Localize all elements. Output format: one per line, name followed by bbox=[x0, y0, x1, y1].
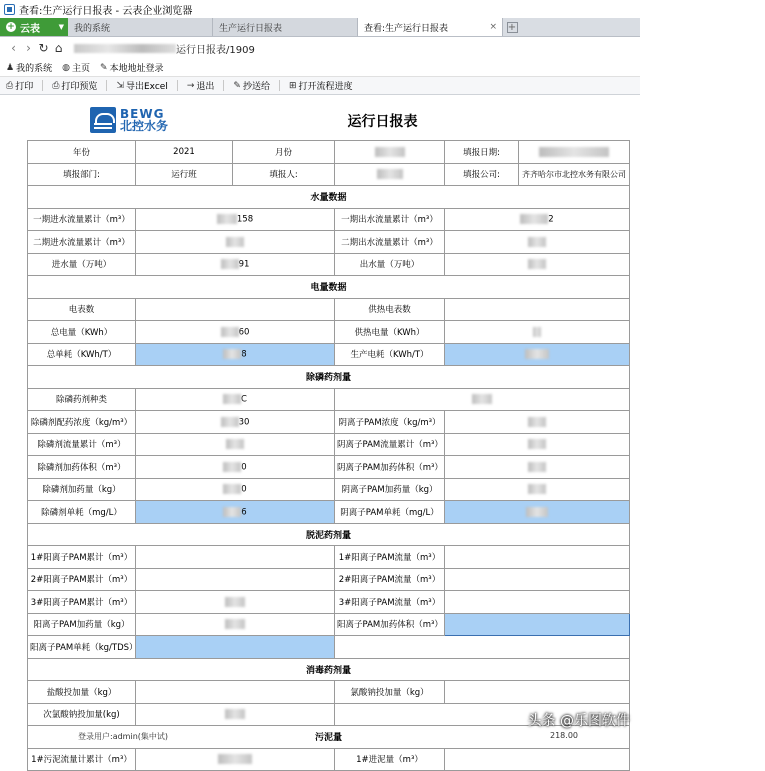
value-cell[interactable] bbox=[136, 501, 335, 524]
label-cell: 除磷药剂种类 bbox=[28, 388, 136, 411]
label-cell: 一期进水流量累计（m³） bbox=[28, 208, 136, 231]
value-cell[interactable] bbox=[136, 748, 335, 771]
bookmark-label: 本地地址登录 bbox=[109, 64, 164, 74]
value-cell[interactable] bbox=[136, 411, 335, 434]
section-row bbox=[28, 523, 630, 546]
address-bar bbox=[0, 37, 640, 59]
table-row bbox=[28, 141, 630, 164]
new-tab-button[interactable] bbox=[503, 18, 521, 36]
label-cell: 阳离子PAM加药量（kg） bbox=[28, 613, 136, 636]
tab-label: 查看:生产运行日报表 bbox=[364, 23, 449, 34]
report-toolbar bbox=[0, 77, 640, 95]
value-text: 0 bbox=[241, 484, 247, 495]
refresh-icon[interactable]: ↻ bbox=[38, 41, 49, 55]
blurred-value bbox=[223, 507, 241, 517]
value-cell[interactable] bbox=[445, 231, 630, 254]
label-cell: 除磷剂加药量（kg） bbox=[28, 478, 136, 501]
label-cell: 进水量（万吨） bbox=[28, 253, 136, 276]
value-cell[interactable] bbox=[445, 591, 630, 614]
label-cell: 盐酸投加量（kg） bbox=[28, 681, 136, 704]
value-cell[interactable] bbox=[445, 208, 630, 231]
label-cell: 填报部门: bbox=[28, 163, 136, 186]
blurred-value bbox=[221, 417, 239, 427]
brand-label: 云表 bbox=[20, 23, 40, 35]
label-cell: 除磷剂加药体积（m³） bbox=[28, 456, 136, 479]
globe-icon: ◍ bbox=[62, 62, 70, 73]
label-cell: 阴离子PAM加药体积（m³） bbox=[335, 456, 445, 479]
open-flow-button[interactable] bbox=[289, 79, 353, 92]
blurred-value bbox=[377, 169, 403, 179]
preview-icon: ⎙ bbox=[52, 80, 60, 91]
table-row bbox=[28, 546, 630, 569]
blurred-value bbox=[223, 484, 241, 494]
tab-production-report[interactable] bbox=[213, 18, 358, 36]
label-cell: 1#阳离子PAM累计（m³） bbox=[28, 546, 136, 569]
label-cell: 阴离子PAM流量累计（m³） bbox=[335, 433, 445, 456]
blurred-value bbox=[528, 237, 546, 247]
value-text: 30 bbox=[238, 417, 250, 427]
blurred-value bbox=[528, 439, 546, 449]
print-label: 打印 bbox=[15, 82, 34, 92]
blurred-value bbox=[225, 709, 245, 719]
label-cell: 次氯酸钠投加量(kg) bbox=[28, 703, 136, 726]
value-cell[interactable] bbox=[136, 636, 335, 659]
table-row bbox=[28, 411, 630, 434]
value-cell[interactable] bbox=[445, 343, 630, 366]
label-cell: 年份 bbox=[28, 141, 136, 164]
value-cell[interactable] bbox=[519, 141, 630, 164]
blurred-value bbox=[226, 237, 244, 247]
value-cell[interactable] bbox=[136, 591, 335, 614]
forward-icon[interactable]: › bbox=[26, 41, 31, 55]
table-row bbox=[28, 343, 630, 366]
blurred-value bbox=[217, 214, 237, 224]
value-cell[interactable] bbox=[136, 681, 335, 704]
logo-en: BEWG bbox=[120, 107, 165, 121]
bookmark-my-system[interactable] bbox=[6, 61, 52, 74]
section-row bbox=[28, 658, 630, 681]
export-label: 导出Excel bbox=[125, 82, 168, 92]
value-cell[interactable] bbox=[445, 433, 630, 456]
bookmark-home[interactable] bbox=[62, 61, 90, 74]
divider bbox=[223, 80, 224, 91]
value-cell[interactable] bbox=[445, 478, 630, 501]
value-cell[interactable] bbox=[445, 568, 630, 591]
brand-menu-button[interactable] bbox=[0, 18, 68, 36]
section-row bbox=[28, 276, 630, 299]
label-cell: 2#阳离子PAM累计（m³） bbox=[28, 568, 136, 591]
label-cell: 填报人: bbox=[233, 163, 335, 186]
label-cell: 电表数 bbox=[28, 298, 136, 321]
value-cell[interactable] bbox=[335, 141, 445, 164]
blurred-host bbox=[74, 44, 176, 53]
printer-icon: ⎙ bbox=[6, 80, 14, 91]
label-cell: 2#阳离子PAM流量（m³） bbox=[335, 568, 445, 591]
value-text: 8 bbox=[241, 349, 247, 360]
value-cell[interactable] bbox=[136, 343, 335, 366]
blurred-value bbox=[526, 507, 548, 517]
value-cell[interactable] bbox=[136, 388, 335, 411]
exit-button[interactable] bbox=[187, 79, 215, 92]
table-row bbox=[28, 613, 630, 636]
value-cell[interactable] bbox=[136, 298, 335, 321]
label-cell: 月份 bbox=[233, 141, 335, 164]
blurred-value bbox=[375, 147, 405, 157]
tab-strip bbox=[0, 18, 640, 37]
table-row bbox=[28, 591, 630, 614]
blurred-value bbox=[226, 439, 244, 449]
value-cell[interactable] bbox=[445, 253, 630, 276]
exit-label: 退出 bbox=[196, 82, 215, 92]
blurred-value bbox=[528, 259, 546, 269]
value-cell[interactable] bbox=[136, 253, 335, 276]
section-header: 消毒药剂量 bbox=[28, 658, 630, 681]
label-cell: 一期出水流量累计（m³） bbox=[335, 208, 445, 231]
section-header: 脱泥药剂量 bbox=[28, 523, 630, 546]
blurred-value bbox=[225, 597, 245, 607]
cc-button[interactable] bbox=[233, 79, 270, 92]
value-cell[interactable] bbox=[335, 163, 445, 186]
value-text: 6 bbox=[241, 507, 247, 517]
label-cell: 除磷剂流量累计（m³） bbox=[28, 433, 136, 456]
section-header: 水量数据 bbox=[28, 186, 630, 209]
label-cell: 1#污泥流量计累计（m³） bbox=[28, 748, 136, 771]
label-cell: 阴离子PAM浓度（kg/m³） bbox=[335, 411, 445, 434]
value-cell[interactable] bbox=[445, 456, 630, 479]
window-titlebar bbox=[0, 0, 640, 18]
report-title: 运行日报表 bbox=[347, 114, 418, 130]
value-cell[interactable] bbox=[136, 231, 335, 254]
table-row bbox=[28, 433, 630, 456]
label-cell: 阴离子PAM单耗（mg/L） bbox=[335, 501, 445, 524]
table-row bbox=[28, 208, 630, 231]
label-cell: 阴离子PAM加药量（kg） bbox=[335, 478, 445, 501]
label-cell: 总单耗（KWh/T） bbox=[28, 343, 136, 366]
section-row bbox=[28, 366, 630, 389]
divider bbox=[177, 80, 178, 91]
divider bbox=[42, 80, 43, 91]
value-cell[interactable] bbox=[445, 298, 630, 321]
chevron-down-icon: ▼ bbox=[58, 23, 64, 31]
table-row bbox=[28, 478, 630, 501]
print-preview-button[interactable] bbox=[52, 79, 97, 92]
blurred-value bbox=[223, 394, 241, 404]
section-header: 电量数据 bbox=[28, 276, 630, 299]
app-icon bbox=[4, 4, 15, 15]
blurred-value bbox=[533, 327, 541, 337]
value-cell[interactable] bbox=[445, 546, 630, 569]
section-header: 除磷药剂量 bbox=[28, 366, 630, 389]
window-title: 查看:生产运行日报表 - 云表企业浏览器 bbox=[19, 5, 193, 17]
value-cell[interactable] bbox=[335, 636, 630, 659]
value-cell[interactable] bbox=[136, 321, 335, 344]
value-cell[interactable]: 齐齐哈尔市北控水务有限公司 bbox=[519, 163, 630, 186]
label-cell: 供热电表数 bbox=[335, 298, 445, 321]
label-cell: 3#阳离子PAM累计（m³） bbox=[28, 591, 136, 614]
blurred-value bbox=[221, 327, 239, 337]
label-cell: 填报日期: bbox=[445, 141, 519, 164]
tab-label: 我的系统 bbox=[74, 23, 111, 34]
table-row bbox=[28, 681, 630, 704]
value-text: 2 bbox=[548, 214, 554, 225]
user-icon: ♟ bbox=[6, 62, 15, 73]
plus-icon: + bbox=[7, 22, 15, 32]
label-cell: 生产电耗（KWh/T） bbox=[335, 343, 445, 366]
value-text: 158 bbox=[236, 214, 254, 225]
status-ip: 218.00 bbox=[550, 731, 578, 740]
value-cell[interactable] bbox=[445, 411, 630, 434]
value-cell[interactable] bbox=[445, 501, 630, 524]
export-excel-button[interactable] bbox=[116, 79, 167, 92]
wrench-icon: ✎ bbox=[99, 62, 108, 73]
logo-cn: 北控水务 bbox=[120, 119, 169, 133]
label-cell: 1#阳离子PAM流量（m³） bbox=[335, 546, 445, 569]
close-icon[interactable]: × bbox=[489, 22, 497, 32]
value-cell[interactable] bbox=[445, 681, 630, 704]
cc-label: 抄送给 bbox=[242, 82, 270, 92]
value-cell[interactable] bbox=[136, 208, 335, 231]
tab-view-report[interactable] bbox=[358, 18, 503, 36]
watermark: 头条 @乐图软件 bbox=[527, 713, 630, 729]
tab-my-system[interactable] bbox=[68, 18, 213, 36]
value-cell[interactable] bbox=[445, 748, 630, 771]
bookmarks-bar bbox=[0, 59, 640, 77]
value-cell[interactable]: 2021 bbox=[136, 141, 233, 164]
blurred-value bbox=[218, 754, 252, 764]
label-cell: 除磷剂配药浓度（kg/m³） bbox=[28, 411, 136, 434]
export-icon: ⇲ bbox=[116, 80, 124, 91]
value-text: 91 bbox=[238, 259, 250, 270]
back-icon[interactable]: ‹ bbox=[11, 41, 16, 55]
open-flow-label: 打开流程进度 bbox=[298, 82, 353, 92]
value-text: 0 bbox=[241, 462, 247, 472]
label-cell: 二期进水流量累计（m³） bbox=[28, 231, 136, 254]
label-cell: 总电量（KWh） bbox=[28, 321, 136, 344]
blurred-value bbox=[223, 349, 241, 359]
table-row bbox=[28, 298, 630, 321]
section-row bbox=[28, 186, 630, 209]
label-cell: 除磷剂单耗（mg/L） bbox=[28, 501, 136, 524]
table-row bbox=[28, 636, 630, 659]
label-cell: 3#阳离子PAM流量（m³） bbox=[335, 591, 445, 614]
tab-label: 生产运行日报表 bbox=[219, 23, 283, 34]
wrench-icon: ✎ bbox=[233, 80, 241, 91]
table-row bbox=[28, 456, 630, 479]
bookmark-local-login[interactable] bbox=[100, 61, 164, 74]
address-path: 运行日报表/1909 bbox=[176, 44, 255, 56]
blurred-value bbox=[223, 462, 241, 472]
divider bbox=[106, 80, 107, 91]
blurred-value bbox=[539, 147, 609, 157]
report-area bbox=[0, 95, 640, 766]
label-cell: 供热电量（KWh） bbox=[335, 321, 445, 344]
table-row bbox=[28, 501, 630, 524]
value-text: 60 bbox=[238, 327, 250, 337]
address-input[interactable] bbox=[74, 41, 255, 56]
print-button[interactable] bbox=[6, 79, 33, 92]
label-cell: 出水量（万吨） bbox=[335, 253, 445, 276]
blurred-value bbox=[472, 394, 492, 404]
section-header: 污泥量 bbox=[28, 726, 630, 749]
value-cell[interactable] bbox=[136, 613, 335, 636]
value-text: C bbox=[241, 394, 247, 405]
grid-icon: ⊞ bbox=[288, 80, 297, 91]
value-cell[interactable] bbox=[136, 433, 335, 456]
label-cell: 氯酸钠投加量（kg） bbox=[335, 681, 445, 704]
blurred-value bbox=[528, 417, 546, 427]
blurred-value bbox=[520, 214, 548, 224]
value-cell[interactable] bbox=[136, 456, 335, 479]
table-row bbox=[28, 748, 630, 771]
bookmark-label: 主页 bbox=[71, 64, 90, 74]
value-cell[interactable] bbox=[136, 478, 335, 501]
table-row bbox=[28, 568, 630, 591]
blurred-value bbox=[528, 462, 546, 472]
home-icon[interactable]: ⌂ bbox=[54, 41, 63, 55]
bookmark-label: 我的系统 bbox=[16, 64, 53, 74]
value-cell[interactable] bbox=[445, 613, 630, 636]
report-table bbox=[27, 140, 630, 771]
value-cell[interactable] bbox=[335, 388, 630, 411]
value-cell[interactable] bbox=[445, 321, 630, 344]
label-cell: 1#进泥量（m³） bbox=[335, 748, 445, 771]
plus-icon: + bbox=[507, 21, 517, 33]
table-row bbox=[28, 321, 630, 344]
blurred-value bbox=[221, 259, 239, 269]
value-cell[interactable] bbox=[136, 546, 335, 569]
label-cell: 填报公司: bbox=[445, 163, 519, 186]
label-cell: 二期出水流量累计（m³） bbox=[335, 231, 445, 254]
label-cell: 阳离子PAM加药体积（m³） bbox=[335, 613, 445, 636]
blurred-value bbox=[225, 619, 245, 629]
label-cell: 阳离子PAM单耗（kg/TDS） bbox=[28, 636, 136, 659]
table-row bbox=[28, 388, 630, 411]
value-cell[interactable] bbox=[136, 568, 335, 591]
table-row bbox=[28, 231, 630, 254]
exit-icon: → bbox=[186, 80, 195, 91]
blurred-value bbox=[525, 349, 549, 359]
table-row bbox=[28, 253, 630, 276]
divider bbox=[279, 80, 280, 91]
value-cell[interactable]: 运行班 bbox=[136, 163, 233, 186]
status-user: 登录用户:admin(集中试) bbox=[78, 732, 169, 741]
print-preview-label: 打印预览 bbox=[61, 82, 98, 92]
value-cell[interactable] bbox=[136, 703, 335, 726]
table-row bbox=[28, 163, 630, 186]
blurred-value bbox=[528, 484, 546, 494]
